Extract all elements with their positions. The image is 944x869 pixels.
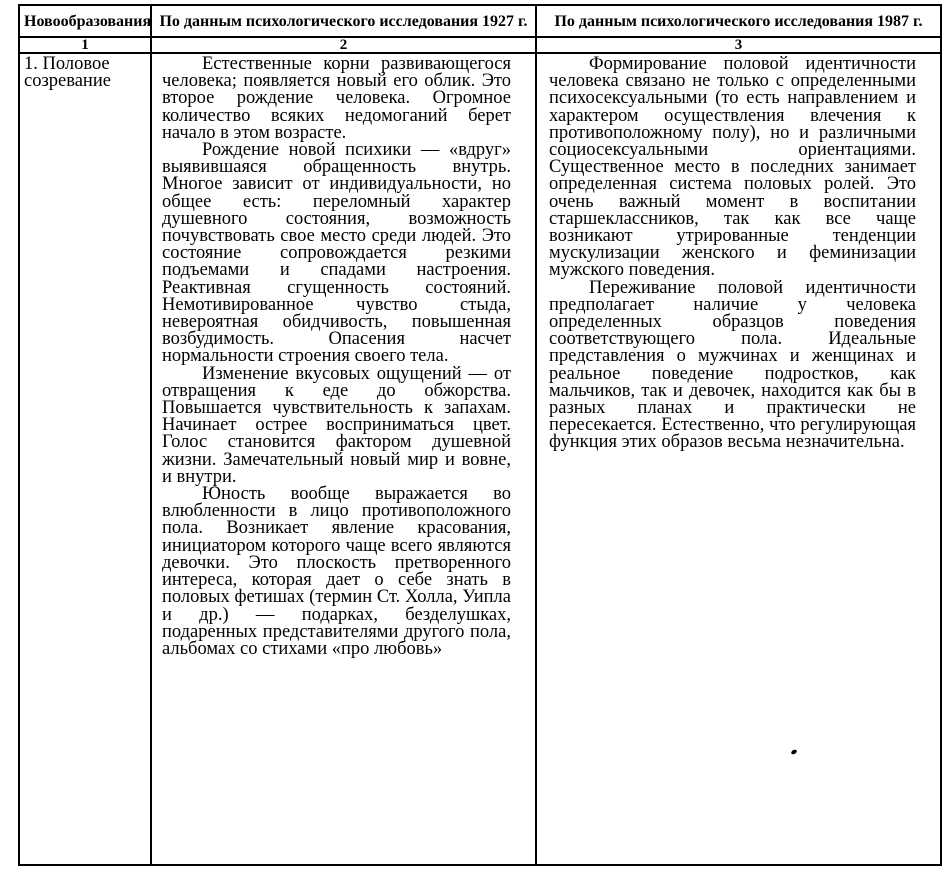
header-neoformations: Новообразования xyxy=(19,5,151,37)
study-1927-paragraph: Юность вообще выражается во влюбленности в лицо противоположного пола. Возникает явление красования, инициатором которого чаще всего являются девочки. Это плоскость претворенного интереса, которая дает о себе знать в половых фетишах (термин Ст. Холла, Уипла и др.) — подарках, безделушках, подаренных представителями другого пола, альбомах со стихами «про любовь» xyxy=(162,484,511,659)
study-1987-paragraph: Формирование половой идентичности человека связано не только с определенными психосексуальными (то есть направлением и характером осуществления влечения к противоположному полу), но и различными социосексуальными ориентациями. Существенное место в последних занимает определенная система половых ролей. Это очень важный момент в воспитании старшеклассников, так как все чаще возникают утрированные тенденции мускулизации женского и феминизации мужского поведения. xyxy=(549,54,916,281)
header-study-1987: По данным психологического исследования 1987 г. xyxy=(536,5,941,37)
column-number-1: 1 xyxy=(19,37,151,53)
table-row xyxy=(19,53,941,865)
study-1987-paragraph: Переживание половой идентичности предполагает наличие у человека определенных образцов поведения соответствующего пола. Идеальные представления о мужчинах и женщинах и реальное поведение подростков, как мальчиков, так и девочек, находится как бы в разных планах и практически не пересекается. Естественно, что регулирующая функция этих образов весьма незначительна. xyxy=(549,277,916,453)
table-header-row xyxy=(19,5,941,37)
document-page xyxy=(18,4,940,866)
study-1927-paragraph: Изменение вкусовых ощущений — от отвращения к еде до обжорства. Повышается чувствительность к запахам. Начинает острее восприниматься цвет. Голос становится фактором душевной жизни. Замечательный новый мир и вовне, и внутри. xyxy=(162,363,511,487)
neoformation-cell: 1. Половое созревание xyxy=(19,53,151,865)
column-number-3: 3 xyxy=(536,37,941,53)
column-number-2: 2 xyxy=(151,37,536,53)
header-study-1927: По данным психологического исследования 1927 г. xyxy=(151,5,536,37)
study-1927-paragraph: Рождение новой психики — «вдруг» выявившаяся обращенность внутрь. Многое зависит от индивидуальности, но общее есть: переломный характер душевного состояния, возможность почувствовать свое место среди людей. Это состояние сопровождается резкими подъемами и спадами настроения. Реактивная сгущенность состояний. Немотивированное чувство стыда, невероятная обидчивость, повышенная возбудимость. Опасения насчет нормальности строения своего тела. xyxy=(162,140,511,367)
column-number-row xyxy=(19,37,941,53)
comparison-table xyxy=(18,4,942,866)
study-1927-paragraph: Естественные корни развивающегося человека; появляется новый его облик. Это второе рождение человека. Огромное количество всяких недомоганий берет начало в этом возрасте. xyxy=(162,54,511,143)
study-1987-cell xyxy=(536,53,941,865)
study-1927-cell xyxy=(151,53,536,865)
